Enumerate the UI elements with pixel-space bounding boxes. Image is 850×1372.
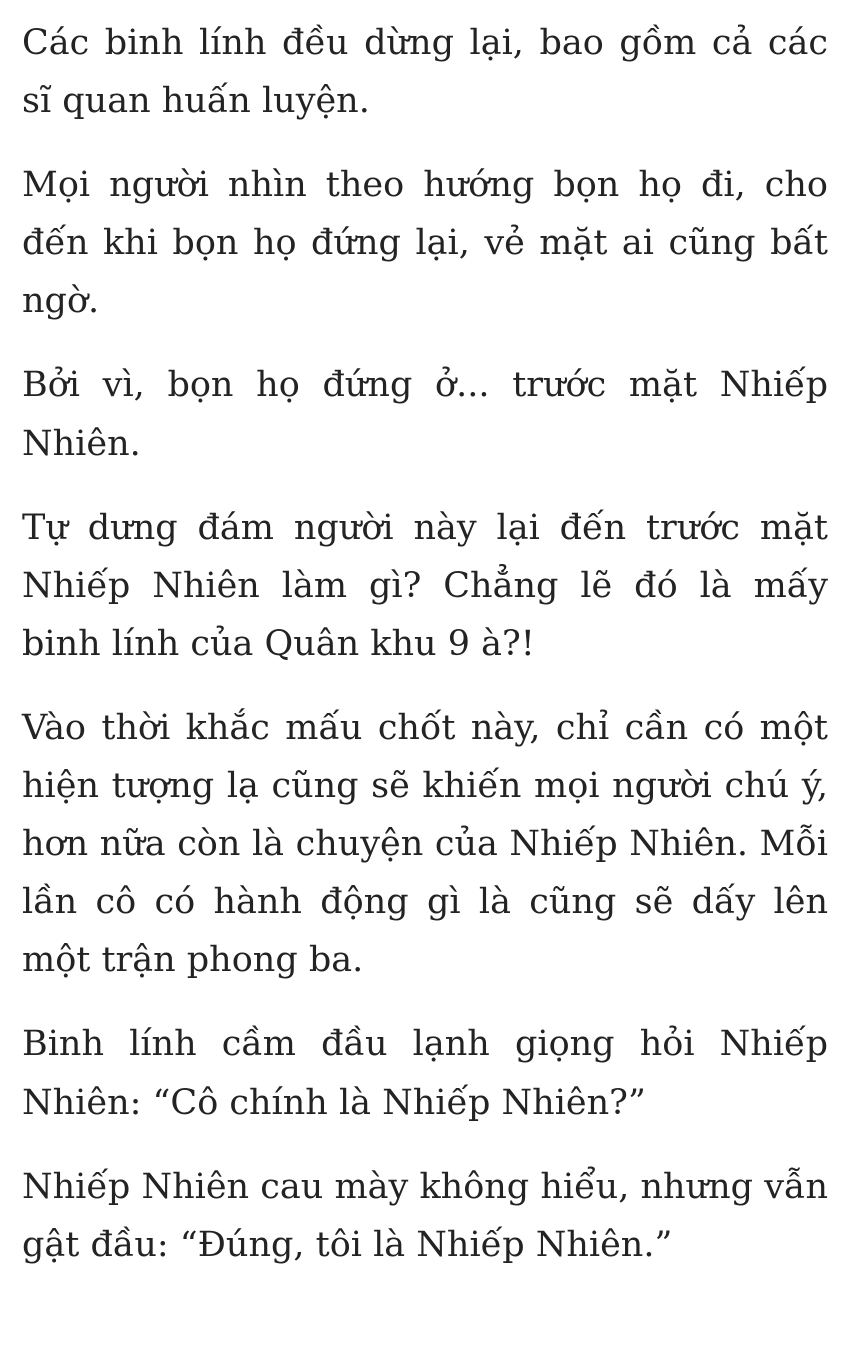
- paragraph: Mọi người nhìn theo hướng bọn họ đi, cho đến khi bọn họ đứng lại, vẻ mặt ai cũng bất ngờ.: [22, 165, 828, 322]
- paragraph: Bởi vì, bọn họ đứng ở... trước mặt Nhiếp Nhiên.: [22, 365, 828, 464]
- paragraph: Tự dưng đám người này lại đến trước mặt Nhiếp Nhiên làm gì? Chẳng lẽ đó là mấy binh lính của Quân khu 9 à?!: [22, 507, 828, 664]
- paragraph: Các binh lính đều dừng lại, bao gồm cả các sĩ quan huấn luyện.: [22, 23, 828, 122]
- paragraph: Vào thời khắc mấu chốt này, chỉ cần có một hiện tượng lạ cũng sẽ khiến mọi người chú ý, hơn nữa còn là chuyện của Nhiếp Nhiên. Mỗi lần cô có hành động gì là cũng sẽ dấy lên một trận phong ba.: [22, 707, 828, 981]
- paragraph: Binh lính cầm đầu lạnh giọng hỏi Nhiếp Nhiên: “Cô chính là Nhiếp Nhiên?”: [22, 1024, 828, 1123]
- paragraph: Nhiếp Nhiên cau mày không hiểu, nhưng vẫn gật đầu: “Đúng, tôi là Nhiếp Nhiên.”: [22, 1166, 828, 1265]
